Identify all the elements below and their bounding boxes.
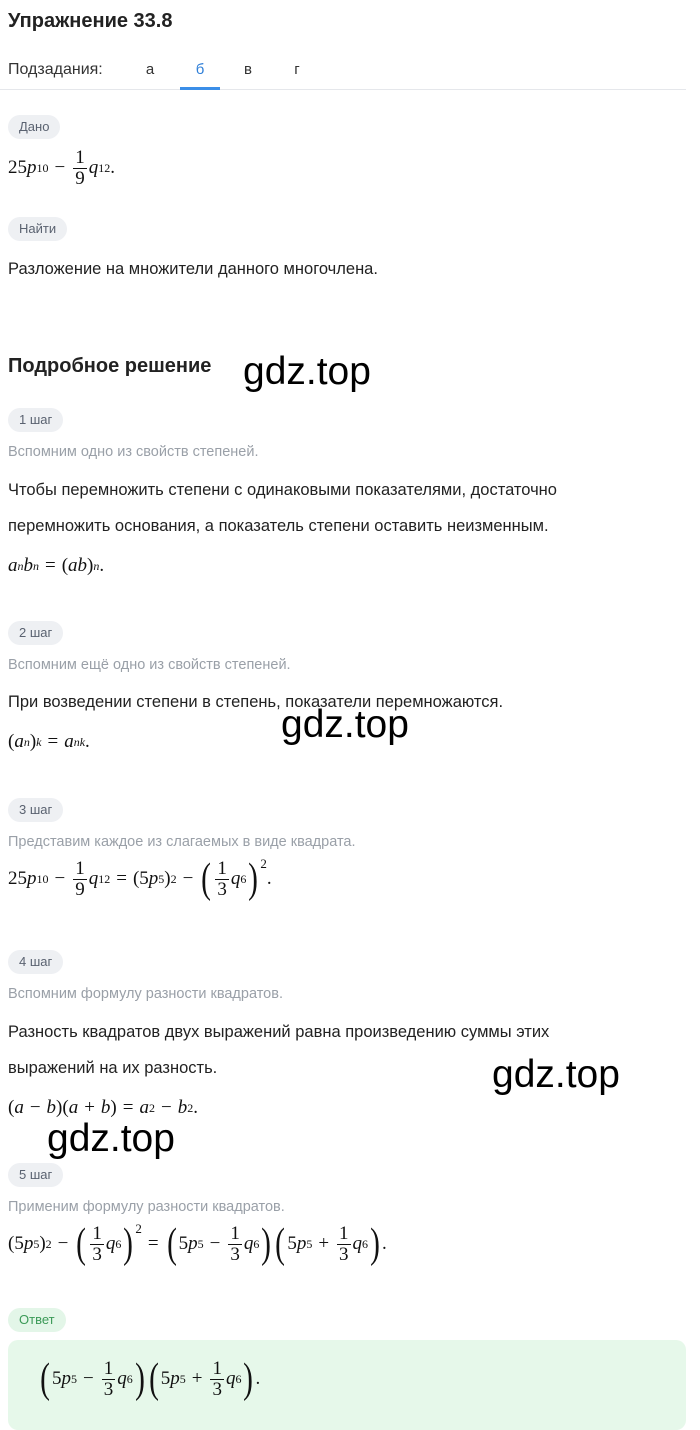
active-tab-indicator [180, 87, 220, 90]
step-4-hint: Вспомним формулу разности квадратов. [8, 986, 283, 1002]
subtasks-label: Подзадания: [8, 61, 103, 78]
step-5-formula: (5 p 5 ) 2 − ( $\frac{1}{3}$ q 6 ) 2 = ( 5 p 5 − $\frac{1}{3}$ q 6 ) ( 5 p 5 + $\frac{1}{3}$ q 6 ) . [8, 1221, 387, 1267]
given-formula: 25 p 10 − $\frac{1}{9}$ q 12 . [8, 147, 115, 189]
step-3-formula: 25 p 10 − $\frac{1}{9}$ q 12 = (5 p 5 ) 2 − ( $\frac{1}{3}$ q 6 ) 2 . [8, 856, 272, 902]
step-5-chip: 5 шаг [8, 1163, 63, 1187]
watermark: gdz.top [243, 350, 371, 393]
step-4-text-line-2: выражений на их разность. [8, 1059, 218, 1077]
step-2-formula: ( a n ) k = a nk . [8, 731, 90, 752]
step-1-hint: Вспомним одно из свойств степеней. [8, 444, 259, 460]
step-1-text-line-2: перемножить основания, а показатель степени оставить неизменным. [8, 517, 549, 535]
step-4-formula: ( a − b )( a + b ) = a 2 − b 2 . [8, 1097, 198, 1118]
tab-v[interactable]: в [244, 61, 252, 78]
solution-heading: Подробное решение [8, 355, 212, 377]
tab-b[interactable]: б [195, 61, 205, 78]
exercise-title: Упражнение 33.8 [8, 10, 173, 32]
step-3-chip: 3 шаг [8, 798, 63, 822]
watermark: gdz.top [47, 1117, 175, 1160]
given-chip: Дано [8, 115, 60, 139]
step-2-hint: Вспомним ещё одно из свойств степеней. [8, 657, 291, 673]
answer-chip: Ответ [8, 1308, 66, 1332]
find-text: Разложение на множители данного многочлена. [8, 260, 378, 278]
watermark: gdz.top [492, 1053, 620, 1096]
step-2-chip: 2 шаг [8, 621, 63, 645]
step-4-chip: 4 шаг [8, 950, 63, 974]
tabs-divider [0, 89, 686, 90]
step-1-formula: a n b n = ( ab ) n . [8, 555, 105, 576]
tab-g[interactable]: г [294, 61, 300, 78]
step-1-chip: 1 шаг [8, 408, 63, 432]
step-3-hint: Представим каждое из слагаемых в виде квадрата. [8, 834, 356, 850]
step-2-text: При возведении степени в степень, показатели перемножаются. [8, 693, 504, 711]
watermark: gdz.top [281, 703, 409, 746]
tab-a[interactable]: а [145, 61, 155, 78]
step-5-hint: Применим формулу разности квадратов. [8, 1199, 285, 1215]
step-4-text-line-1: Разность квадратов двух выражений равна произведению суммы этих [8, 1023, 550, 1041]
answer-formula: ( 5 p 5 − $\frac{1}{3}$ q 6 ) ( 5 p 5 + $\frac{1}{3}$ q 6 ) . [40, 1356, 261, 1402]
step-1-text-line-1: Чтобы перемножить степени с одинаковыми показателями, достаточно [8, 481, 557, 499]
find-chip: Найти [8, 217, 67, 241]
